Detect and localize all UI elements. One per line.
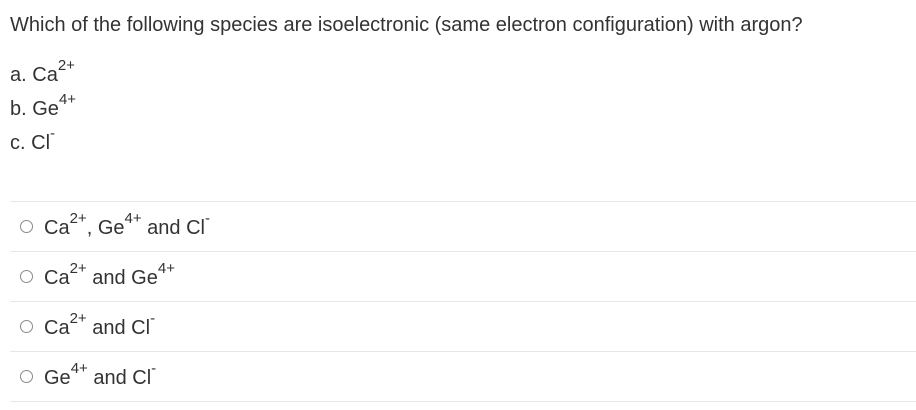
species-symbol: Ge: [32, 98, 59, 120]
option-charge: 2+: [69, 260, 87, 278]
option-charge: 4+: [70, 360, 88, 378]
radio-unselected-icon[interactable]: [20, 270, 33, 283]
option-charge: -: [150, 310, 156, 328]
option-separator: ,: [86, 217, 98, 239]
species-symbol: Cl: [31, 132, 51, 154]
option-symbol: Ge: [97, 217, 125, 239]
answer-option-4[interactable]: [10, 351, 916, 402]
species-charge: 4+: [58, 91, 77, 109]
option-symbol: Cl: [186, 217, 205, 239]
answer-option-label[interactable]: [44, 310, 156, 340]
species-item-b: [10, 92, 76, 126]
option-separator: and: [86, 267, 132, 289]
option-charge: 2+: [69, 210, 87, 228]
answer-options: [10, 201, 916, 402]
option-symbol: Cl: [131, 317, 151, 339]
species-item-c: [10, 126, 76, 160]
radio-unselected-icon[interactable]: [20, 370, 33, 383]
option-charge: -: [151, 360, 157, 378]
species-prefix: a.: [10, 64, 33, 86]
option-separator: and: [86, 317, 132, 339]
option-charge: 4+: [157, 260, 175, 278]
option-symbol: Cl: [132, 367, 152, 389]
answer-option-label[interactable]: [44, 260, 175, 290]
option-charge: -: [204, 210, 210, 228]
option-charge: 4+: [124, 210, 142, 228]
species-charge: 2+: [57, 57, 75, 75]
option-symbol: Ca: [44, 267, 70, 289]
species-prefix: c.: [10, 132, 32, 154]
option-symbol: Ca: [44, 317, 70, 339]
radio-unselected-icon[interactable]: [20, 320, 33, 333]
answer-option-label[interactable]: [44, 360, 157, 390]
answer-option-2[interactable]: [10, 251, 916, 301]
option-symbol: Ge: [44, 367, 71, 389]
option-charge: 2+: [69, 310, 87, 328]
option-symbol: Ca: [44, 217, 70, 239]
species-symbol: Ca: [32, 64, 58, 86]
species-list: [10, 58, 76, 160]
option-separator: and: [87, 367, 133, 389]
radio-unselected-icon[interactable]: [20, 220, 33, 233]
species-charge: -: [50, 125, 56, 143]
species-prefix: b.: [10, 98, 33, 120]
option-symbol: Ge: [131, 267, 158, 289]
option-separator: and: [141, 217, 187, 239]
species-item-a: [10, 58, 76, 92]
answer-option-label[interactable]: [44, 210, 210, 240]
answer-option-3[interactable]: [10, 301, 916, 351]
question-text: Which of the following species are isoelectronic (same electron configuration) with argon?: [10, 14, 803, 36]
answer-option-1[interactable]: [10, 201, 916, 251]
